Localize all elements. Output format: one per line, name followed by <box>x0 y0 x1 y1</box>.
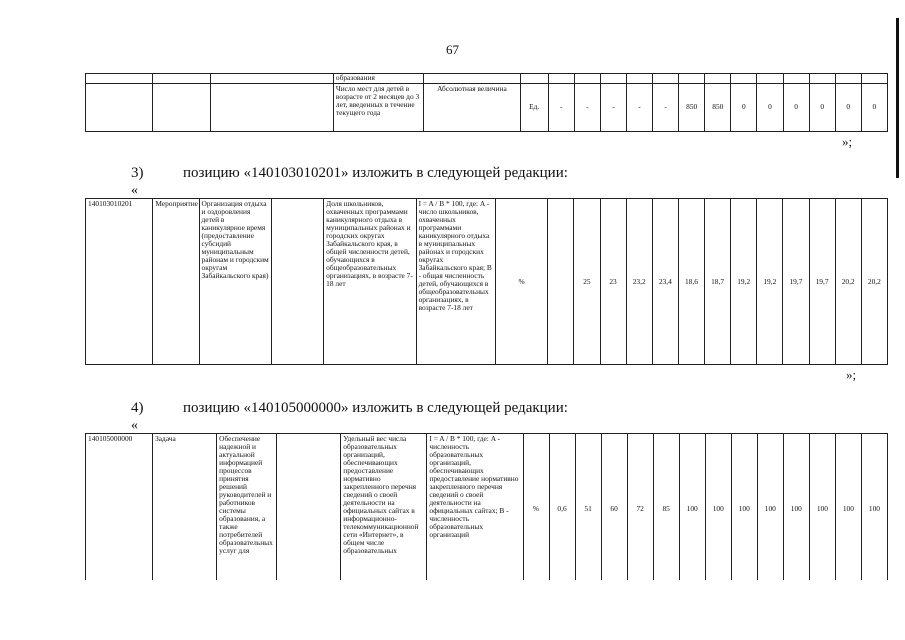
cell-value: 0 <box>809 83 835 131</box>
opening-quote: « <box>131 183 138 198</box>
table-row <box>86 74 888 84</box>
cell-name: Обеспечение надежной и актуальной информацией процессов принятия решений руководителей и работников системы образования, а также потребителей образовательных услуг для <box>217 434 277 581</box>
cell-indicator: Число мест для детей в возрасте от 2 месяцев до 3 лет, введенных в течение текущего года <box>333 83 423 131</box>
table-position-3 <box>85 198 888 365</box>
cell-value: 850 <box>679 83 705 131</box>
cell-value: 51 <box>575 434 601 581</box>
cell-value: 100 <box>679 434 705 581</box>
cell-method: Абсолютная величина <box>424 83 520 131</box>
cell-value: 23,4 <box>652 199 678 365</box>
cell-value: 0 <box>861 83 887 131</box>
cell-value: 23,2 <box>626 199 652 365</box>
page-number: 67 <box>446 42 459 57</box>
instruction-number: 4) <box>131 400 144 416</box>
cell-indicator: Удельный вес числа образовательных организаций, обеспечивающих предоставление нормативно закрепленного перечня сведений о своей деятельности на официальных сайтах в информационно-телекоммуникационной сети «Интернет», в общем числе образовательных <box>341 434 427 581</box>
cell-code: 140103010201 <box>86 199 153 365</box>
closing-quote: »; <box>846 367 857 382</box>
cell-value: - <box>548 83 574 131</box>
closing-quote: »; <box>842 134 853 149</box>
cell-value: 100 <box>757 434 783 581</box>
cell-value: 850 <box>705 83 731 131</box>
cell-value: 19,7 <box>783 199 809 365</box>
cell-value: 25 <box>574 199 600 365</box>
cell-value: 0 <box>731 83 757 131</box>
instruction-text: позицию «140105000000» изложить в следующей редакции: <box>183 400 568 416</box>
cell-value: 0 <box>757 83 783 131</box>
cell-value <box>548 199 574 365</box>
opening-quote: « <box>131 418 138 433</box>
cell-value: 100 <box>809 434 835 581</box>
cell-value: 19,2 <box>757 199 783 365</box>
cell-type: Мероприятие <box>153 199 199 365</box>
cell-value: 85 <box>653 434 679 581</box>
cell-value: 18,7 <box>705 199 731 365</box>
cell-value: 100 <box>835 434 861 581</box>
cell-value: 23 <box>600 199 626 365</box>
cell-value: 19,7 <box>809 199 835 365</box>
cell-value: - <box>574 83 600 131</box>
table-row <box>86 199 888 365</box>
table-position-4 <box>85 433 888 580</box>
cell-code: 140105000000 <box>86 434 153 581</box>
table-clip-window <box>84 432 890 580</box>
instruction-4 <box>131 400 568 417</box>
cell-value: 0 <box>783 83 809 131</box>
cell-value: 20,2 <box>861 199 887 365</box>
cell-value: 19,2 <box>731 199 757 365</box>
cell-value: 60 <box>601 434 627 581</box>
instruction-text: позицию «140103010201» изложить в следующей редакции: <box>183 165 568 181</box>
cell-value: 100 <box>705 434 731 581</box>
cell-unit: Ед. <box>520 83 548 131</box>
cell-value: 18,6 <box>678 199 704 365</box>
cell-value: 72 <box>627 434 653 581</box>
cell-indicator-continued: образования <box>333 74 423 84</box>
table-row <box>86 434 888 581</box>
cell-indicator: Доля школьников, охваченных программами каникулярного отдыха в муниципальных районах и городских округах Забайкальского края, в общей численности детей, обучающихся в общеобразовательных организациях, в возрасте 7-18 лет <box>324 199 416 365</box>
cell-value: - <box>626 83 652 131</box>
cell-method: I = A / B * 100, где: A - численность образовательных организаций, обеспечивающих предоставление нормативно закрепленного перечня сведений о своей деятельности на официальных сайтах; B - численность образовательных организаций <box>427 434 523 581</box>
instruction-3 <box>131 165 568 182</box>
cell-value: 20,2 <box>835 199 861 365</box>
cell-unit: % <box>523 434 549 581</box>
instruction-number: 3) <box>131 165 144 181</box>
cell-unit: % <box>496 199 548 365</box>
page-edge-rule <box>896 18 899 178</box>
cell-value: 100 <box>731 434 757 581</box>
cell-value: 0 <box>835 83 861 131</box>
table-row <box>86 83 888 131</box>
cell-value: 0,6 <box>549 434 575 581</box>
cell-name: Организация отдыха и оздоровления детей в каникулярное время (предоставление субсидий муниципальным районам и городским округам Забайкальского края) <box>199 199 271 365</box>
table-fragment-top <box>85 73 888 132</box>
cell-method: I = A / B * 100, где: A - число школьников, охваченных программами каникулярного отдыха в муниципальных районах и городских округах Забайкальского края; B - общая численность детей, обучающихся в общеобразовательных организациях, в возрасте 7-18 лет <box>416 199 495 365</box>
cell-type: Задача <box>153 434 217 581</box>
cell-value: 100 <box>783 434 809 581</box>
cell-value: - <box>600 83 626 131</box>
cell-value: 100 <box>861 434 887 581</box>
cell-value: - <box>653 83 679 131</box>
